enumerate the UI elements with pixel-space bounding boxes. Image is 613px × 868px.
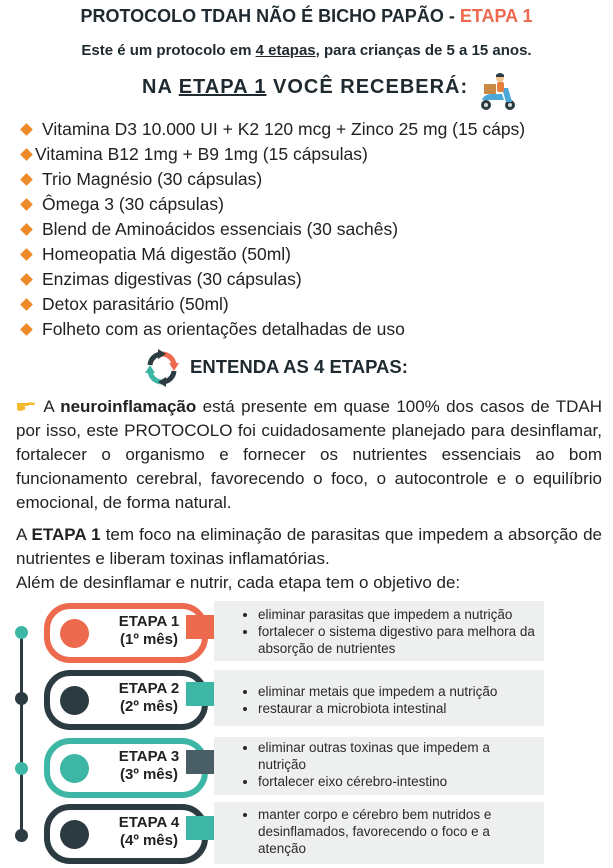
timeline-dot [15, 762, 28, 775]
diamond-bullet-icon [20, 223, 33, 236]
step-1-pill [44, 603, 208, 663]
diamond-bullet-icon [20, 298, 33, 311]
step-2-box [214, 670, 544, 726]
step-period: (2º mês) [119, 698, 178, 715]
p2-bold: ETAPA 1 [31, 525, 101, 544]
item-text: Blend de Aminoácidos essenciais (30 sachês) [42, 219, 399, 239]
diamond-bullet-icon [20, 123, 33, 136]
receive-heading-pre: NA [142, 76, 179, 98]
list-item [20, 317, 525, 342]
step-label [104, 814, 194, 850]
pointing-hand-icon [16, 395, 38, 419]
diamond-bullet-icon [20, 173, 33, 186]
step-bullet: • fortalecer o sistema digestivo para melhora da absorção de nutrientes [258, 623, 540, 657]
step-1-box [214, 601, 544, 661]
paragraph-objective: Além de desinflamar e nutrir, cada etapa tem o objetivo de: [16, 573, 461, 592]
step-circle [60, 686, 89, 715]
list-item [20, 292, 525, 317]
diamond-bullet-icon [20, 198, 33, 211]
step-bullet: • restaurar a microbiota intestinal [258, 700, 544, 717]
p2-pre: A [16, 525, 32, 544]
paragraph-etapa1 [16, 523, 602, 571]
subtitle-post: , para crianças de 5 a 15 anos. [315, 42, 532, 59]
item-text: Homeopatia Má digestão (50ml) [42, 244, 292, 264]
timeline-dot [15, 626, 28, 639]
diamond-bullet-icon [20, 273, 33, 286]
timeline-line [20, 631, 23, 835]
step-bullet: • manter corpo e cérebro bem nutridos e desinflamados, favorecendo o foco e a atenção [258, 806, 514, 857]
receive-heading-underline: ETAPA 1 [178, 76, 267, 98]
timeline-dot [15, 692, 28, 705]
p2-post: tem foco na eliminação de parasitas que impedem a absorção de nutrientes e liberam toxinas inflamatórias. [16, 525, 603, 568]
item-text: Folheto com as orientações detalhadas de uso [42, 319, 405, 339]
step-4-box [214, 802, 544, 864]
step-period: (1º mês) [119, 631, 178, 648]
step-label [104, 748, 194, 784]
step-period: (4º mês) [119, 832, 178, 849]
step-bullet: • eliminar metais que impedem a nutrição [258, 683, 544, 700]
step-3-pill [44, 738, 208, 798]
diamond-bullet-icon [20, 148, 33, 161]
step-bullet: • eliminar outras toxinas que impedem a nutrição [258, 739, 524, 773]
step-name: ETAPA 3 [118, 748, 180, 765]
item-text: Trio Magnésio (30 cápsulas) [42, 169, 263, 189]
paragraph-neuroinflammation [16, 395, 602, 515]
item-text: Vitamina B12 1mg + B9 1mg (15 cápsulas) [35, 144, 368, 164]
understand-heading: ENTENDA AS 4 ETAPAS: [190, 356, 408, 377]
item-text: Enzimas digestivas (30 cápsulas) [42, 269, 302, 289]
diamond-bullet-icon [20, 248, 33, 261]
subtitle-pre: Este é um protocolo em [81, 42, 256, 59]
receive-heading [142, 76, 468, 99]
timeline-dot [15, 829, 28, 842]
list-item [20, 192, 525, 217]
step-bullet: • eliminar parasitas que impedem a nutrição [258, 606, 540, 623]
subtitle [0, 42, 613, 59]
list-item [20, 142, 525, 167]
page-title [0, 6, 613, 27]
item-text: Detox parasitário (50ml) [42, 294, 229, 314]
receive-heading-post: VOCÊ RECEBERÁ: [266, 76, 469, 98]
step-circle [60, 619, 89, 648]
list-item [20, 167, 525, 192]
step-name: ETAPA 1 [118, 613, 180, 630]
item-text: Ômega 3 (30 cápsulas) [42, 194, 224, 214]
step-label [104, 680, 194, 716]
p1-bold: neuroinflamação [60, 397, 197, 416]
list-item [20, 217, 525, 242]
product-list [20, 117, 525, 342]
list-item [20, 242, 525, 267]
step-bullet: • fortalecer eixo cérebro-intestino [258, 773, 524, 790]
step-name: ETAPA 4 [118, 814, 180, 831]
step-4-pill [44, 804, 208, 864]
step-name: ETAPA 2 [118, 680, 180, 697]
step-label [104, 613, 194, 649]
scooter-delivery-icon [476, 70, 520, 114]
step-3-box [214, 737, 544, 795]
step-2-pill [44, 670, 208, 730]
step-period: (3º mês) [119, 766, 178, 783]
title-main: PROTOCOLO TDAH NÃO É BICHO PAPÃO - [80, 6, 460, 26]
list-item [20, 267, 525, 292]
p1-post: está presente em quase 100% dos casos de TDAH por isso, este PROTOCOLO foi cuidadosamente planejado para desinflamar, fortalecer o organismo e fornecer os nutrientes essenciais ao bom funcionamento cerebral, favorecendo o foco, o autocontrole e o equilíbrio emocional, de forma natural. [16, 397, 602, 512]
subtitle-underline: 4 etapas [255, 42, 316, 59]
diamond-bullet-icon [20, 323, 33, 336]
item-text: Vitamina D3 10.000 UI + K2 120 mcg + Zinco 25 mg (15 cáps) [42, 119, 526, 139]
list-item [20, 117, 525, 142]
step-circle [60, 820, 89, 849]
step-circle [60, 754, 89, 783]
title-accent: ETAPA 1 [459, 6, 533, 26]
cycle-arrows-icon [142, 348, 182, 388]
p1-pre: A [38, 397, 61, 416]
